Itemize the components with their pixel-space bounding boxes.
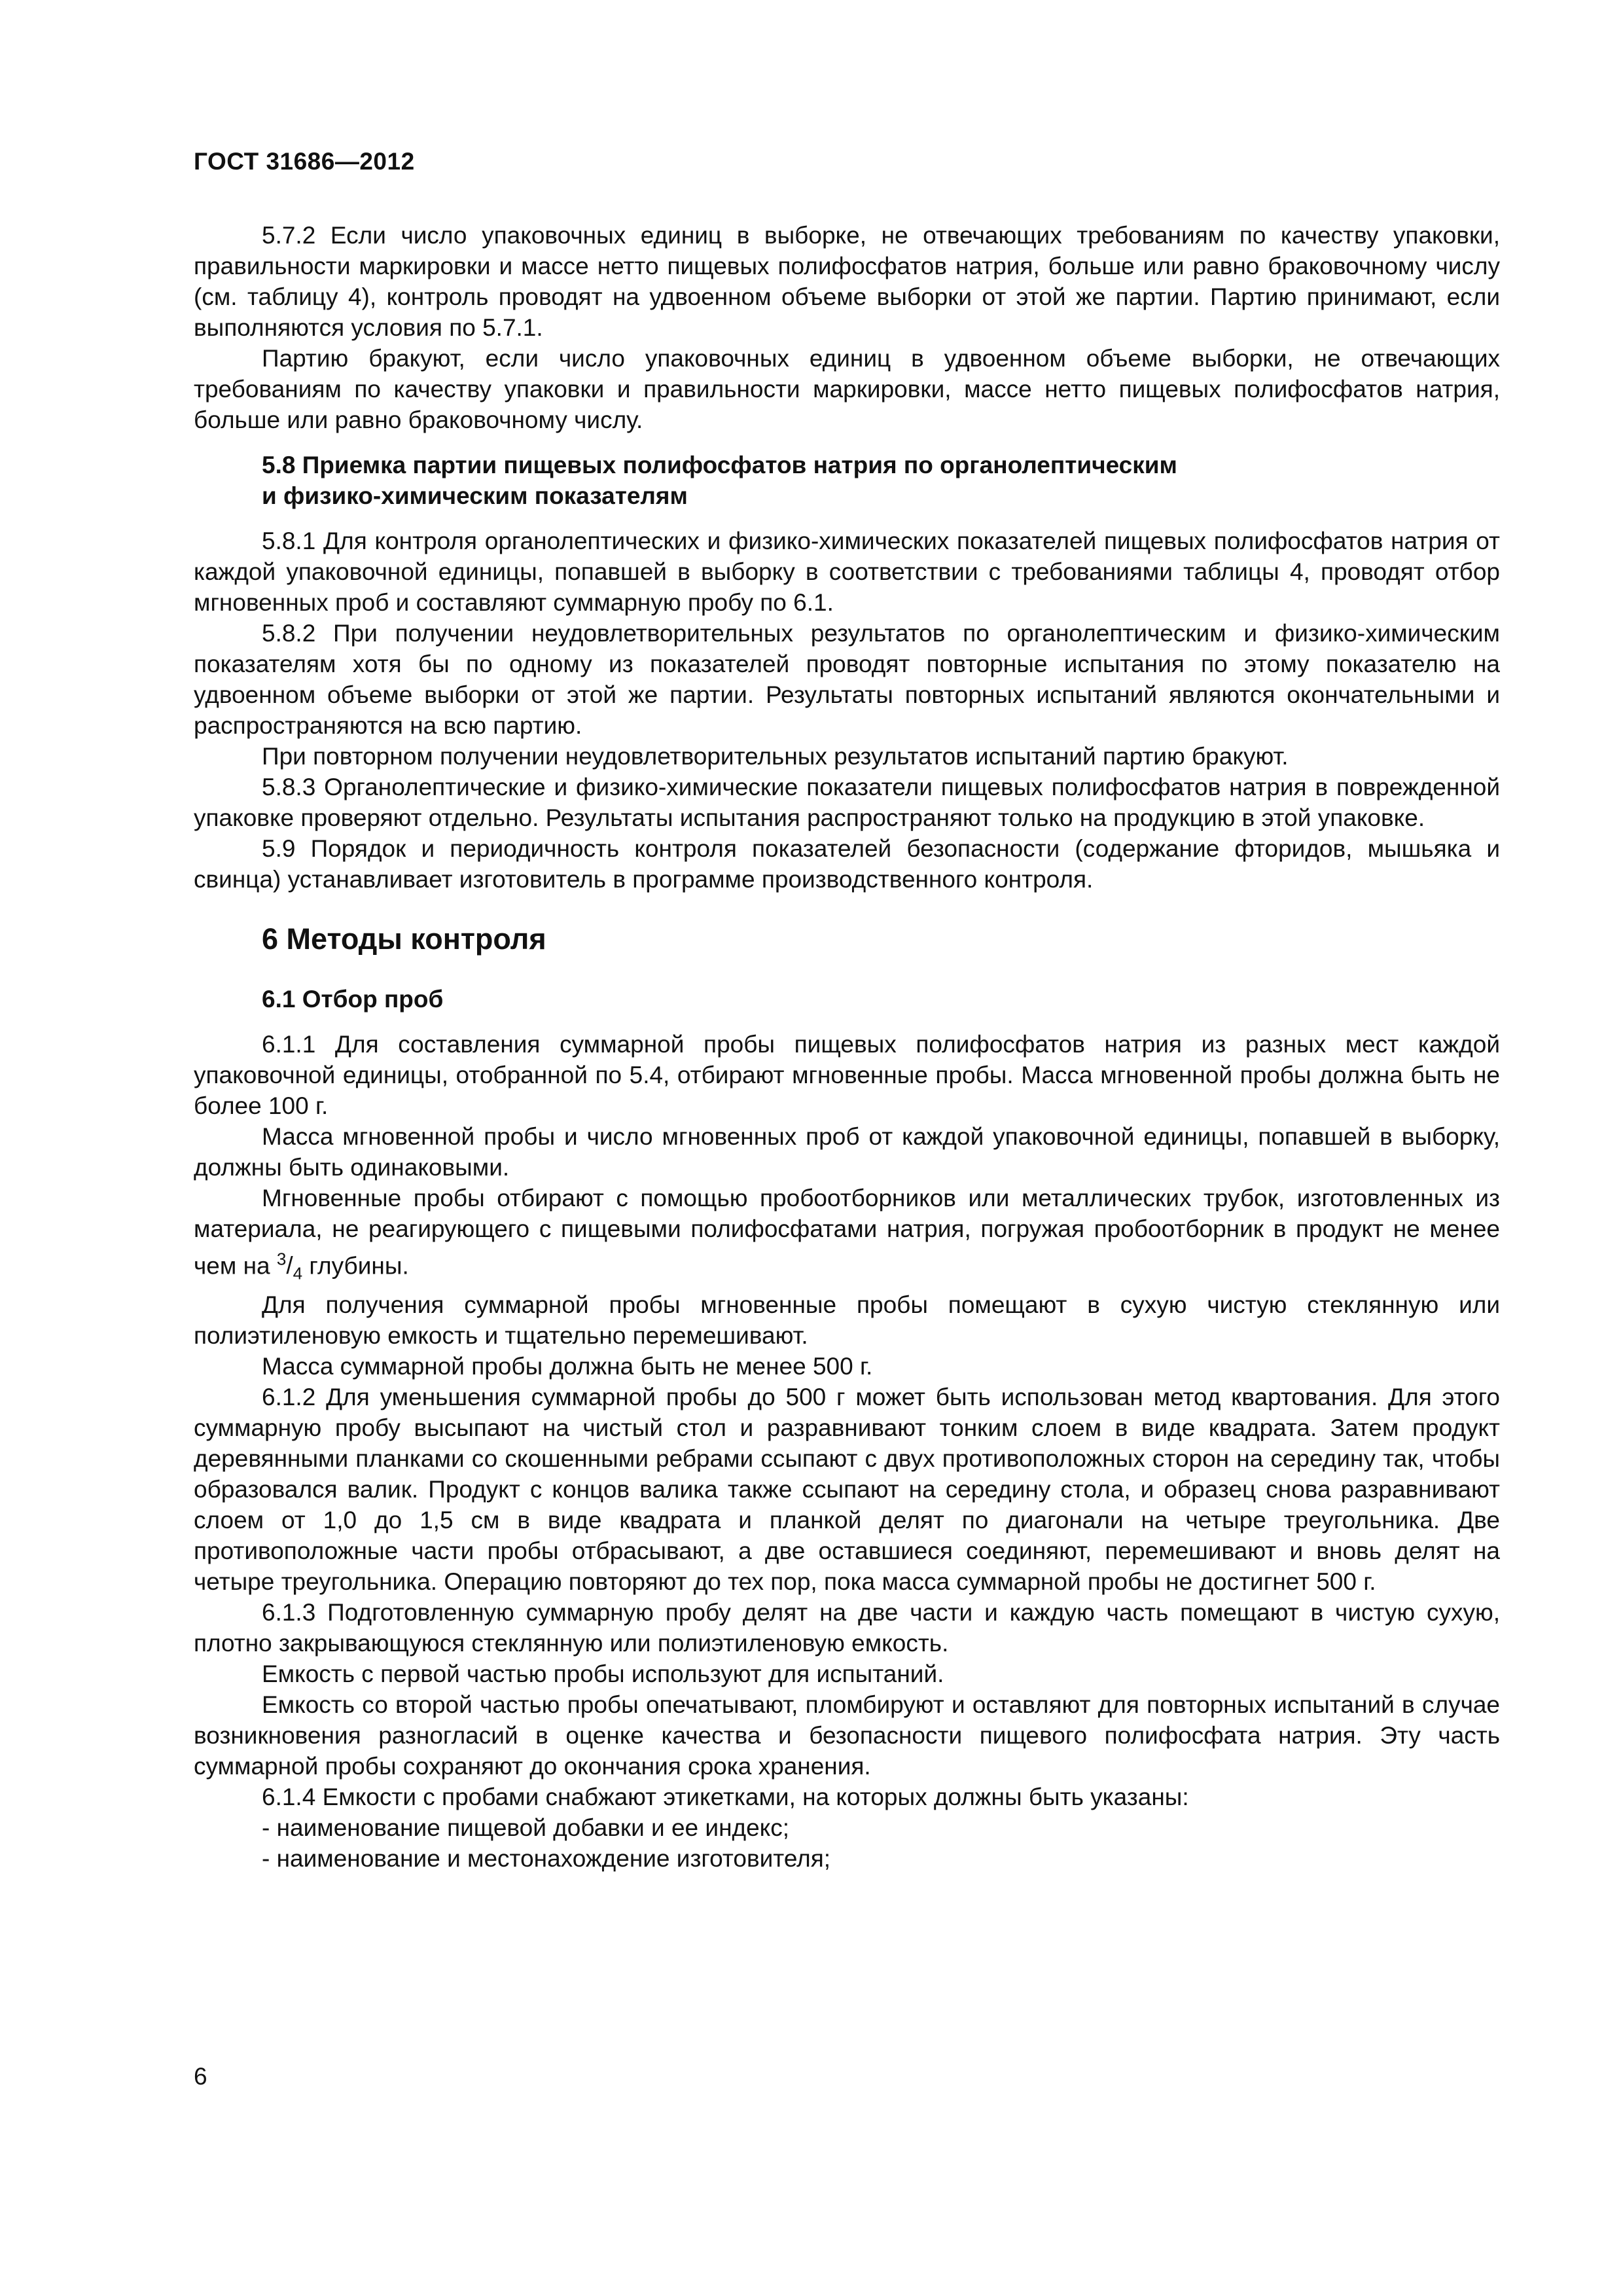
paragraph-6-1-1-sampler (194, 1183, 1500, 1289)
fraction-separator: / (286, 1252, 293, 1280)
paragraph-6-1-3: 6.1.3 Подготовленную суммарную пробу делят на две части и каждую часть помещают в чистую сухую, плотно закрывающуюся стеклянную или полиэтиленовую емкость. (194, 1598, 1500, 1657)
paragraph-6-1-1-mass: Масса мгновенной пробы и число мгновенных проб от каждой упаковочной единицы, попавшей в выборку, должны быть одинаковыми. (194, 1123, 1500, 1181)
paragraph-6-1-3-second-part: Емкость со второй частью пробы опечатывают, пломбируют и оставляют для повторных испытаний в случае возникновения разногласий в оценке качества и безопасности пищевого полифосфата натрия. Эту часть суммарной пробы сохраняют до окончания срока хранения. (194, 1691, 1500, 1780)
section-heading-5-8-line1: 5.8 Приемка партии пищевых полифосфатов натрия по органолептическим (262, 452, 1177, 478)
document-code-header: ГОСТ 31686—2012 (194, 148, 415, 175)
paragraph-5-9: 5.9 Порядок и периодичность контроля показателей безопасности (содержание фторидов, мышьяка и свинца) устанавливает изготовитель в программе производственного контроля. (194, 835, 1500, 893)
paragraph-5-8-1: 5.8.1 Для контроля органолептических и физико-химических показателей пищевых полифосфатов натрия от каждой упаковочной единицы, попавшей в выборку в соответствии с требованиями таблицы 4, проводят отбор мгновенных проб и составляют суммарную пробу по 6.1. (194, 528, 1500, 616)
paragraph-6-1-1-container: Для получения суммарной пробы мгновенные пробы помещают в сухую чистую стеклянную или полиэтиленовую емкость и тщательно перемешивают. (194, 1291, 1500, 1349)
fraction-denominator: 4 (293, 1263, 303, 1283)
paragraph-6-1-4: 6.1.4 Емкости с пробами снабжают этикетками, на которых должны быть указаны: (262, 1783, 1189, 1810)
list-item: - наименование и местонахождение изготовителя; (262, 1844, 831, 1872)
section-heading-6: 6 Методы контроля (262, 922, 546, 956)
sampler-text-start: Мгновенные пробы отбирают с помощью пробоотборников или металлических трубок, изготовленных из материала, не реагирующего с пищевыми полифосфатами натрия, погружая пробоотборник в продукт не менее чем на (194, 1185, 1500, 1280)
paragraph-6-1-1: 6.1.1 Для составления суммарной пробы пищевых полифосфатов натрия из разных мест каждой упаковочной единицы, отобранной по 5.4, отбирают мгновенные пробы. Масса мгновенной пробы должна быть не более 100 г. (194, 1031, 1500, 1119)
section-heading-5-8-line2: и физико-химическим показателям (262, 482, 688, 509)
list-item: - наименование пищевой добавки и ее индекс; (262, 1814, 790, 1841)
subsection-heading-6-1: 6.1 Отбор проб (262, 986, 444, 1013)
fraction-three-quarters (276, 1249, 303, 1283)
paragraph-6-1-3-first-part: Емкость с первой частью пробы используют для испытаний. (262, 1660, 944, 1687)
fraction-numerator: 3 (276, 1249, 287, 1269)
paragraph-5-7-2-reject: Партию бракуют, если число упаковочных единиц в удвоенном объеме выборки, не отвечающих требованиям по качеству упаковки и правильности маркировки, массе нетто пищевых полифосфатов натрия, больше или равно браковочному числу. (194, 345, 1500, 433)
paragraph-6-1-2: 6.1.2 Для уменьшения суммарной пробы до 500 г может быть использован метод квартования. Для этого суммарную пробу высыпают на чистый стол и разравнивают тонким слоем в виде квадрата. Затем продукт деревянными планками со скошенными ребрами ссыпают с двух противоположных сторон на середину так, чтобы образовался валик. Продукт с концов валика также ссыпают на середину стола, и образец снова разравнивают слоем от 1,0 до 1,5 см в виде квадрата и планкой делят по диагонали на четыре треугольника. Две противоположные части пробы отбрасывают, а две оставшиеся соединяют, перемешивают и вновь делят на четыре треугольника. Операцию повторяют до тех пор, пока масса суммарной пробы не достигнет 500 г. (194, 1383, 1500, 1595)
paragraph-5-7-2: 5.7.2 Если число упаковочных единиц в выборке, не отвечающих требованиям по качеству упаковки, правильности маркировки и массе нетто пищевых полифосфатов натрия, больше или равно браковочному числу (см. таблицу 4), контроль проводят на удвоенном объеме выборки от этой же партии. Партию принимают, если выполняются условия по 5.7.1. (194, 222, 1500, 341)
paragraph-6-1-1-total-mass: Масса суммарной пробы должна быть не менее 500 г. (262, 1352, 873, 1380)
page-number: 6 (194, 2063, 207, 2090)
paragraph-5-8-2: 5.8.2 При получении неудовлетворительных результатов по органолептическим и физико-химическим показателям хотя бы по одному из показателей проводят повторные испытания по этому показателю на удвоенном объеме выборки от этой же партии. Результаты повторных испытаний являются окончательными и распространяются на всю партию. (194, 620, 1500, 739)
paragraph-5-8-3: 5.8.3 Органолептические и физико-химические показатели пищевых полифосфатов натрия в поврежденной упаковке проверяют отдельно. Результаты испытания распространяют только на продукцию в этой упаковке. (194, 774, 1500, 831)
sampler-text-end: глубины. (302, 1252, 409, 1280)
page-content (194, 220, 1500, 1874)
section-heading-5-8 (194, 450, 1500, 511)
paragraph-5-8-2-repeat: При повторном получении неудовлетворительных результатов испытаний партию бракуют. (262, 743, 1289, 770)
